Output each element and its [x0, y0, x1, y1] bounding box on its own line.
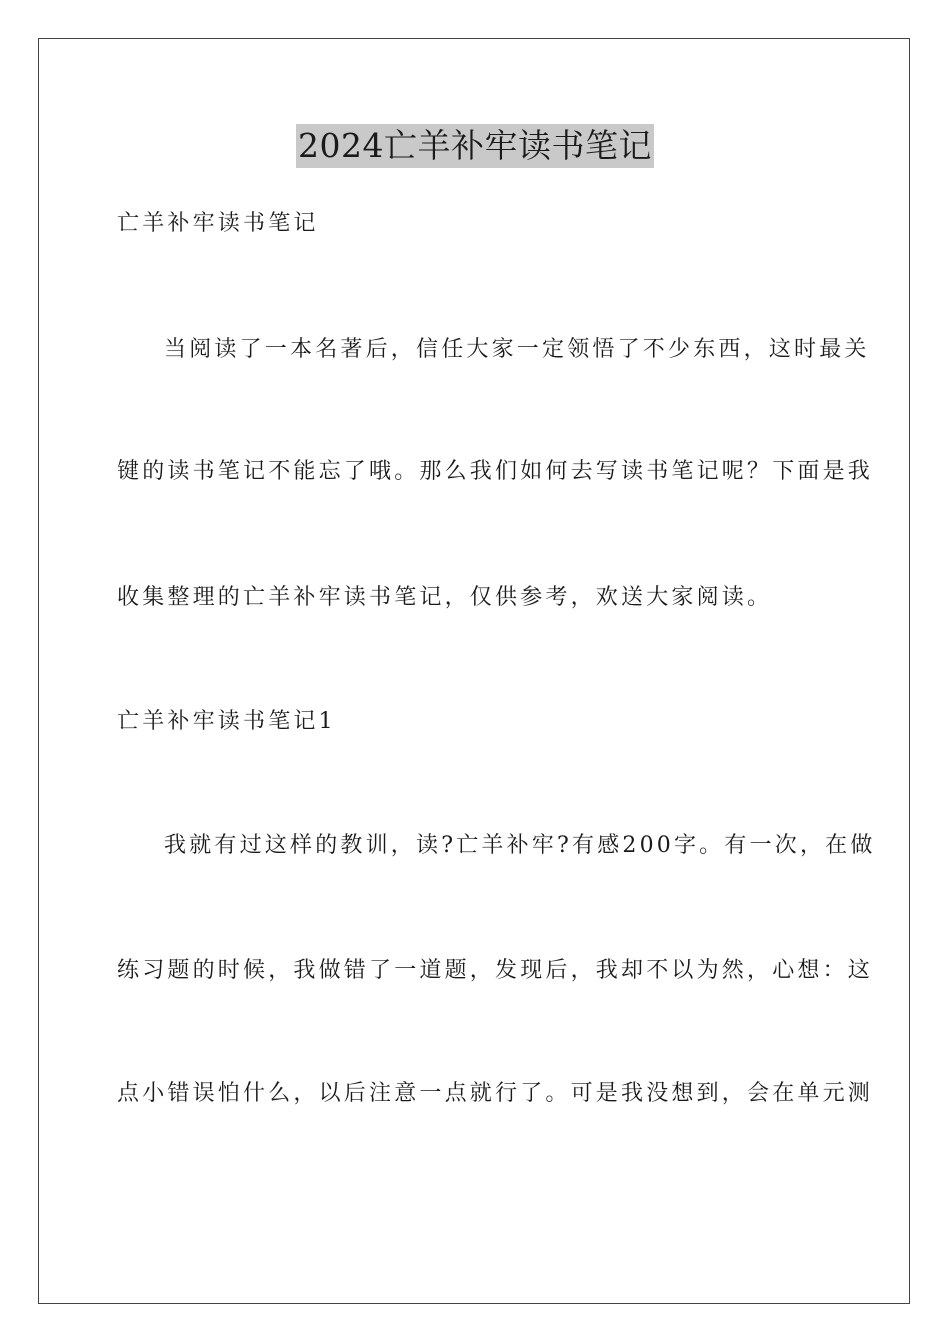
- paragraph-line: 当阅读了一本名著后，信任大家一定领悟了不少东西，这时最关: [164, 337, 870, 362]
- document-title: 2024亡羊补牢读书笔记: [296, 124, 654, 168]
- paragraph-line: 练习题的时候，我做错了一道题，发现后，我却不以为然，心想：这: [117, 958, 874, 983]
- paragraph-line: 我就有过这样的教训，读?亡羊补牢?有感200字。有一次，在做: [164, 833, 876, 858]
- paragraph-line: 点小错误怕什么，以后注意一点就行了。可是我没想到，会在单元测: [117, 1081, 874, 1106]
- subtitle-line: 亡羊补牢读书笔记: [117, 211, 319, 236]
- paragraph-line: 收集整理的亡羊补牢读书笔记，仅供参考，欢送大家阅读。: [117, 585, 773, 610]
- title-container: [0, 124, 950, 168]
- section-heading: 亡羊补牢读书笔记1: [117, 709, 336, 734]
- paragraph-line: 键的读书笔记不能忘了哦。那么我们如何去写读书笔记呢？下面是我: [117, 459, 874, 484]
